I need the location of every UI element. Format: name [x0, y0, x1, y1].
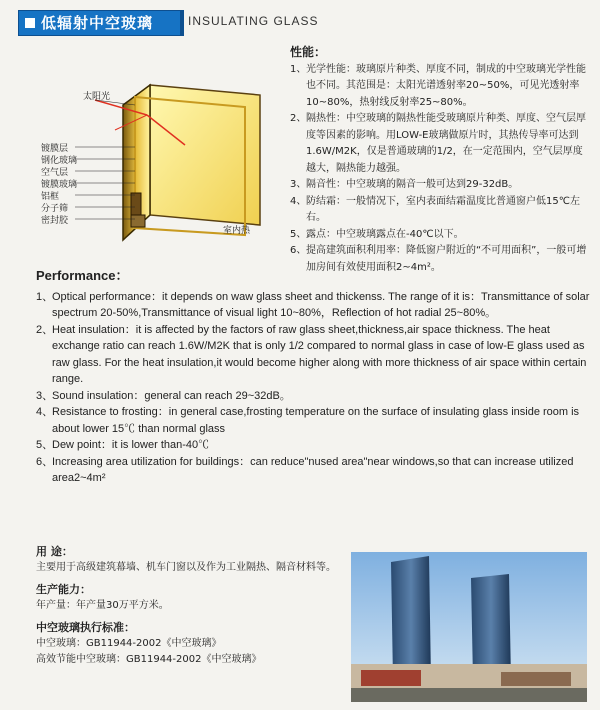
item-number: 4、	[36, 406, 54, 418]
layer-label: 镀膜玻璃	[41, 180, 78, 190]
item-number: 3、	[290, 179, 307, 190]
layer-label: 铝框	[41, 192, 60, 202]
item-number: 2、	[290, 113, 307, 124]
item-text: 隔热性：中空玻璃的隔热性能受玻璃原片种类、厚度、空气层厚度等因素的影响。用LOW-E玻璃做原片时，其热传导率可达到1.6W/M2K，仅是普通玻璃的1/2，在一定范围内，空气层厚度越大，隔热能力越强。	[306, 113, 586, 174]
title-zh: 低辐射中空玻璃	[18, 10, 181, 36]
layer-label: 分子筛	[41, 204, 69, 214]
item-number: 2、	[36, 323, 54, 336]
item-text: 光学性能：玻璃原片种类、厚度不同，制成的中空玻璃光学性能也不同。其范围是：太阳光谱透射率20~50%，可见光透射率10~80%，热射线反射率25~80%。	[306, 63, 586, 108]
skyscraper-illustration	[351, 552, 587, 702]
indoor-heat-label: 室内热	[223, 226, 251, 236]
item-number: 1、	[36, 290, 54, 303]
item-text: 提高建筑面积利用率：降低窗户附近的“不可用面积”，一般可增加房间有效使用面积2~4m²。	[306, 245, 587, 273]
list-item	[290, 194, 590, 227]
item-text: Sound insulation：general can reach 29~32dB。	[52, 389, 291, 402]
item-number: 1、	[290, 63, 307, 75]
item-text: 防结霜：一般情况下，室内表面结霜温度比普通窗户低15℃左右。	[306, 195, 580, 223]
layer-label: 钢化玻璃	[41, 156, 78, 166]
layer-label: 镀膜层	[41, 144, 69, 154]
sunlight-label: 太阳光	[83, 92, 111, 102]
usage-text: 主要用于高级建筑幕墙、机车门窗以及作为工业隔热、隔音材料等。	[36, 562, 336, 573]
list-item	[290, 62, 590, 112]
standard-title: 中空玻璃执行标准：	[36, 621, 135, 634]
list-item	[36, 454, 592, 487]
item-number: 6、	[290, 245, 307, 256]
item-number: 5、	[290, 228, 307, 240]
glass-diagram	[35, 75, 285, 250]
item-number: 5、	[36, 439, 54, 451]
leader-lines	[75, 141, 175, 231]
list-item	[36, 437, 592, 454]
layer-label: 空气层	[41, 168, 69, 178]
capacity-title: 生产能力：	[36, 583, 91, 596]
item-text: Increasing area utilization for buildings：can reduce"nused area"near windows,so that can increase utilized area2~4m²	[52, 455, 574, 484]
performance-title: Performance：	[36, 268, 129, 283]
item-text: 隔音性：中空玻璃的隔音一般可达到29-32dB。	[306, 179, 519, 190]
item-number: 6、	[36, 455, 54, 468]
list-item	[290, 227, 590, 244]
info-section	[36, 538, 356, 668]
list-item	[290, 177, 590, 194]
performance-section	[36, 268, 592, 487]
title-en: INSULATING GLASS	[188, 14, 319, 28]
capacity-text: 年产量：年产量30万平方米。	[36, 600, 169, 611]
usage-title: 用 途：	[36, 545, 73, 558]
properties-section	[290, 44, 590, 276]
layer-label: 密封胶	[41, 216, 69, 226]
item-text: Resistance to frosting：in general case,frosting temperature on the surface of insulating glass inside room is about lower 15℃ than normal glass	[52, 406, 580, 435]
building-photo	[351, 552, 587, 702]
item-number: 3、	[36, 389, 54, 402]
page-header	[0, 8, 600, 38]
standard-line: 中空玻璃：GB11944-2002《中空玻璃》	[36, 638, 222, 649]
list-item	[36, 404, 592, 437]
list-item	[36, 388, 592, 405]
item-text: Heat insulation：it is affected by the factors of raw glass sheet,thickness,air space thickness. The heat exchange ratio can reach 1.6W/M2K that is only 1/2 compared to normal glass in case of low-E glass used as raw glass. For the heat insulation,it would become higher along with more thickness of air space within certain range.	[52, 323, 587, 385]
item-number: 4、	[290, 195, 307, 207]
standard-line: 高效节能中空玻璃：GB11944-2002《中空玻璃》	[36, 654, 262, 665]
item-text: Optical performance：it depends on waw glass sheet and thickenss. The range of it is：Transmittance of solar spectrum 20-50%,Transmittance of visual light 10~80%，Reflection of hot radial 25~80%。	[52, 290, 590, 319]
list-item	[36, 322, 592, 388]
item-text: Dew point：it is lower than-40℃	[52, 439, 210, 451]
item-text: 露点：中空玻璃露点在-40℃以下。	[306, 228, 464, 240]
list-item	[36, 289, 592, 322]
properties-title: 性能：	[290, 45, 327, 59]
list-item	[290, 111, 590, 177]
